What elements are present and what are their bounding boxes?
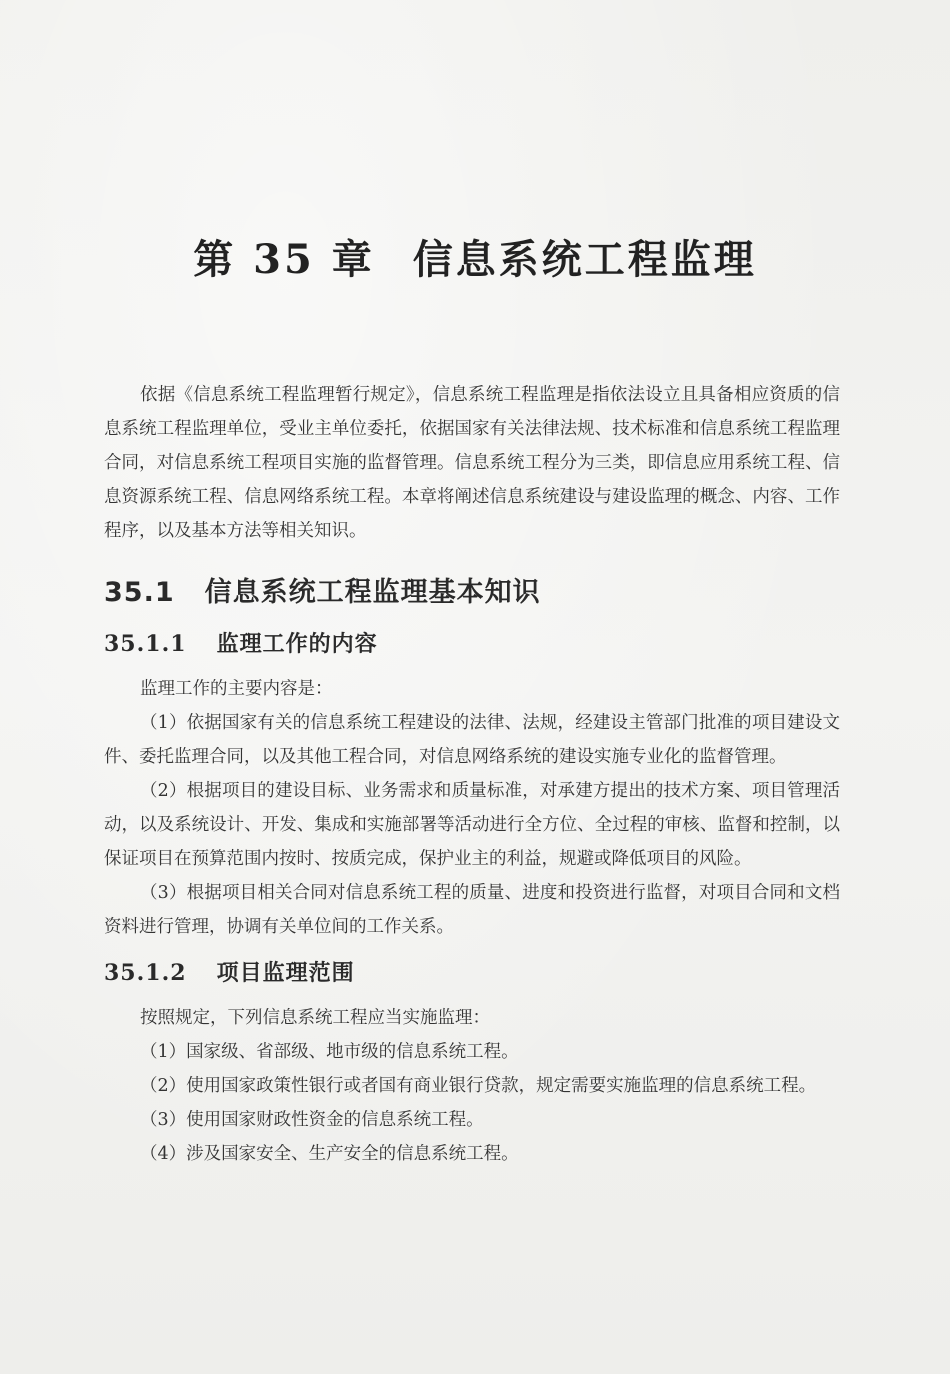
subsection-heading-1 xyxy=(104,627,840,658)
subsection-number-2: 35.1.2 xyxy=(104,960,187,986)
intro-paragraph: 依据《信息系统工程监理暂行规定》，信息系统工程监理是指依法设立且具备相应资质的信息系统工程监理单位，受业主单位委托，依据国家有关法律法规、技术标准和信息系统工程监理合同，对信息系统工程项目实施的监督管理。信息系统工程分为三类，即信息应用系统工程、信息资源系统工程、信息网络系统工程。本章将阐述信息系统建设与建设监理的概念、内容、工作程序，以及基本方法等相关知识。 xyxy=(104,385,840,541)
section-number: 35.1 xyxy=(104,577,175,608)
subsection-name-2: 项目监理范围 xyxy=(216,960,355,986)
paragraph-lead: 按照规定，下列信息系统工程应当实施监理： xyxy=(140,1008,490,1028)
section-heading xyxy=(104,570,840,609)
subsection-heading-2 xyxy=(104,956,840,987)
subsection-name-1: 监理工作的内容 xyxy=(216,631,378,657)
page-content xyxy=(104,378,840,1171)
chapter-title xyxy=(0,228,950,285)
paragraph-lead: 监理工作的主要内容是： xyxy=(140,679,333,699)
list-item: （2）根据项目的建设目标、业务需求和质量标准，对承建方提出的技术方案、项目管理活动，以及系统设计、开发、集成和实施部署等活动进行全方位、全过程的审核、监督和控制，以保证项目在预算范围内按时、按质完成，保护业主的利益，规避或降低项目的风险。 xyxy=(104,781,840,869)
section-name: 信息系统工程监理基本知识 xyxy=(204,577,541,608)
subsection-number-1: 35.1.1 xyxy=(104,631,187,657)
chapter-name: 信息系统工程监理 xyxy=(412,236,757,283)
chapter-number: 第 35 章 xyxy=(193,236,375,283)
spacer xyxy=(104,944,840,956)
list-item: （4）涉及国家安全、生产安全的信息系统工程。 xyxy=(140,1144,519,1164)
list-item: （1）国家级、省部级、地市级的信息系统工程。 xyxy=(140,1042,519,1062)
list-item: （3）使用国家财政性资金的信息系统工程。 xyxy=(140,1110,484,1130)
list-item: （3）根据项目相关合同对信息系统工程的质量、进度和投资进行监督，对项目合同和文档资料进行管理，协调有关单位间的工作关系。 xyxy=(104,883,840,937)
list-item: （2）使用国家政策性银行或者国有商业银行贷款，规定需要实施监理的信息系统工程。 xyxy=(140,1076,817,1096)
list-item: （1）依据国家有关的信息系统工程建设的法律、法规，经建设主管部门批准的项目建设文件、委托监理合同，以及其他工程合同，对信息网络系统的建设实施专业化的监督管理。 xyxy=(104,713,840,767)
